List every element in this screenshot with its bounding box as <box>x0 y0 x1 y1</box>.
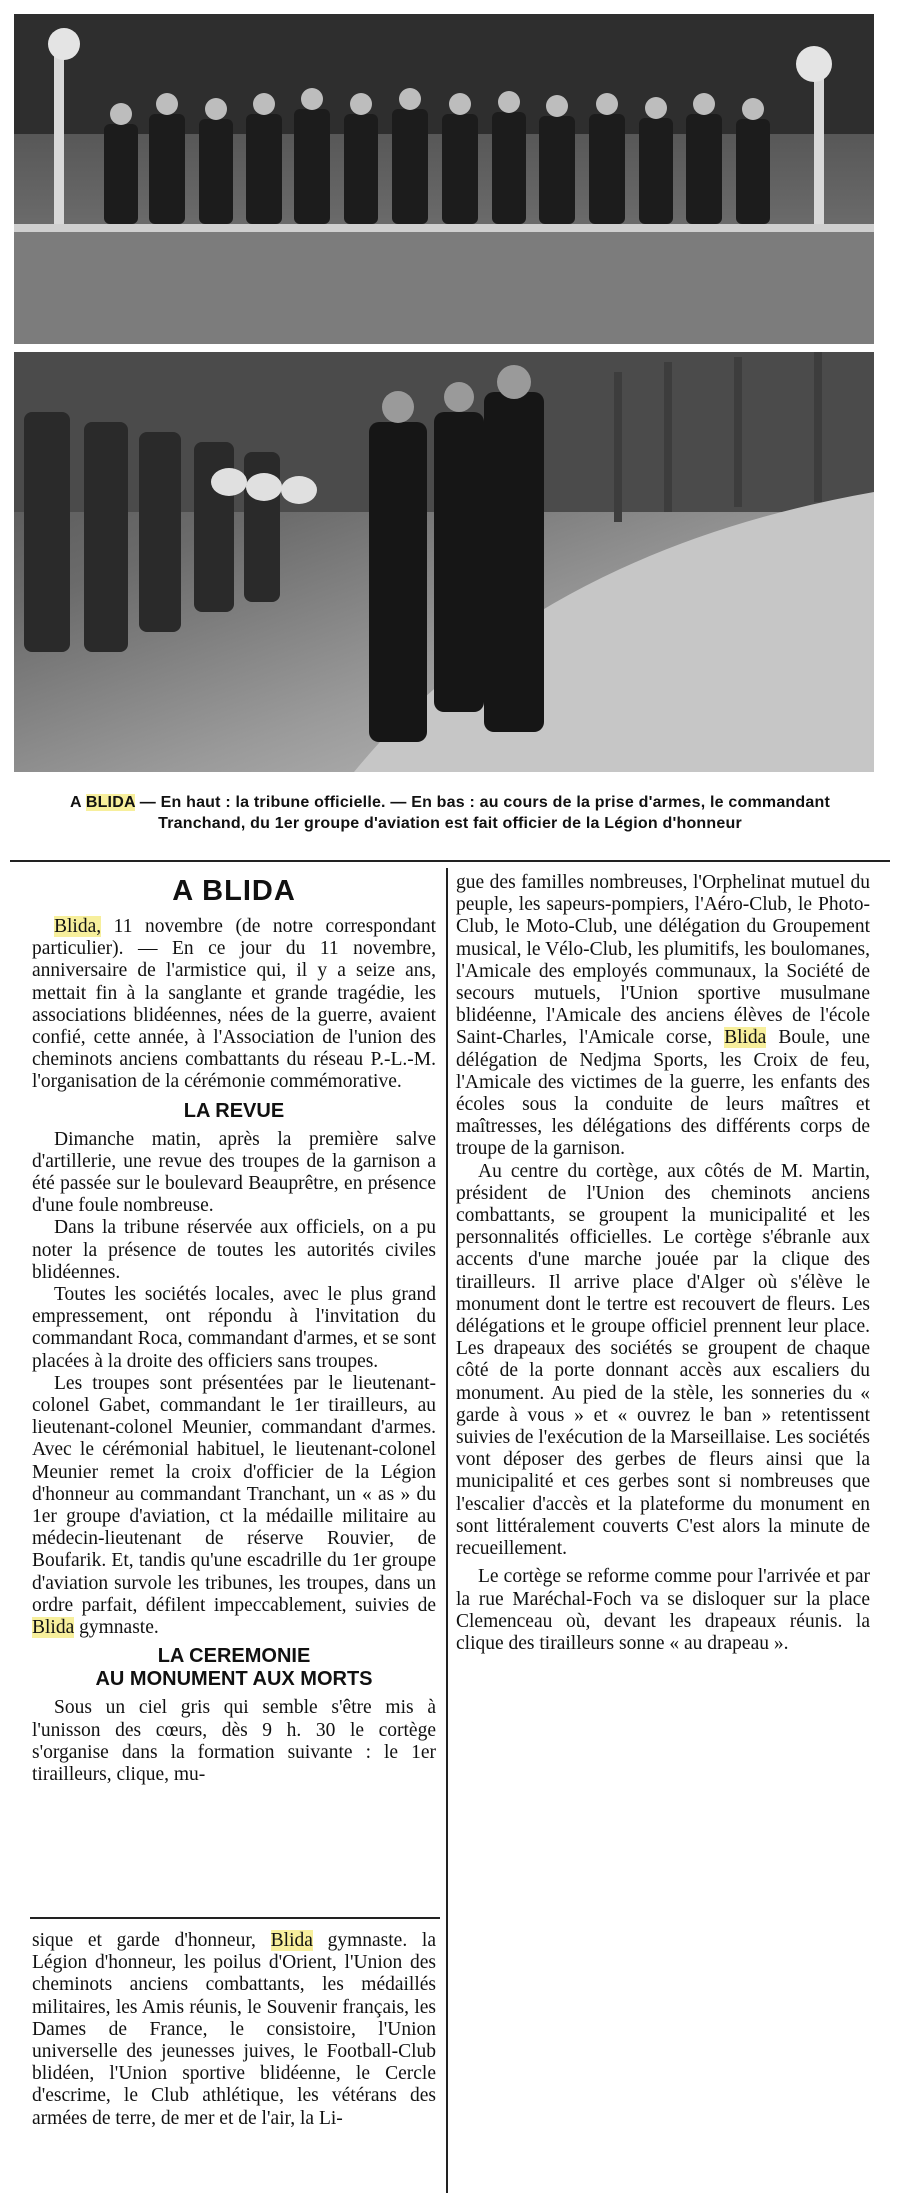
photo-prise-d-armes <box>14 352 874 772</box>
intro-place: Blida, <box>54 916 102 937</box>
ceremonie-paragraph-1-continued <box>32 1930 436 2130</box>
caption-prefix: A <box>70 794 86 811</box>
article-intro <box>32 916 436 1094</box>
cer-p1b-start: sique et garde d'honneur, <box>32 1930 271 1951</box>
column-rule <box>446 868 448 2193</box>
photo-tribune-officielle <box>14 14 874 344</box>
cer-p1b-place: Blida <box>270 1930 313 1951</box>
revue-paragraph-3: Toutes les sociétés locales, avec le plus grand empressement, ont répondu à l'invitation du commandant Roca, commandant d'armes, et se sont placées à la droite des officiers sans troupes. <box>32 1284 436 1372</box>
revue-p4-text: Les troupes sont présentées par le lieutenant-colonel Gabet, commandant le 1er tirailleurs, au lieutenant-colonel Meunier, commandant d'armes. Avec le cérémonial habituel, le lieutenant-colonel Meunier remet la croix d'officier de la Légion d'honneur au commandant Tranchant, un « as » du 1er groupe d'aviation, ct la médaille militaire au médecin-lieutenant de réserve Rouvier, de Boufarik. Et, tandis qu'une escadrille du 1er groupe d'aviation survole les tribunes, les troupes, dans un ordre parfait, défilent impeccablement, suivies de <box>32 1372 436 1616</box>
revue-p4-end: gymnaste. <box>74 1617 159 1639</box>
article-column-2 <box>456 872 870 1655</box>
caption-place: BLIDA <box>85 794 136 811</box>
col2-p1-place: Blida <box>724 1027 767 1049</box>
section-heading-revue: LA REVUE <box>183 1099 285 1122</box>
photo-tribune-graphic <box>14 14 874 344</box>
photo-caption <box>40 792 860 834</box>
revue-paragraph-2: Dans la tribune réservée aux officiels, on a pu noter la présence de toutes les autorités civiles blidéennes. <box>32 1217 436 1283</box>
col2-paragraph-3: Le cortège se reforme comme pour l'arrivée et par la rue Maréchal-Foch va se disloquer sur la place Clemenceau où, devant les drapeaux réunis. la clique des tirailleurs sonne « au drapeau ». <box>456 1566 870 1654</box>
section-heading-ceremonie-2: AU MONUMENT AUX MORTS <box>95 1668 373 1691</box>
column-break-rule <box>30 1917 440 1919</box>
section-heading-ceremonie-1: LA CEREMONIE <box>157 1645 311 1668</box>
article-column-1-continued <box>32 1930 436 2130</box>
caption-rule <box>10 860 890 862</box>
revue-paragraph-1: Dimanche matin, après la première salve d'artillerie, une revue des troupes de la garnison a été passée sur le boulevard Beauprêtre, en présence d'une foule nombreuse. <box>32 1128 436 1217</box>
photo-prise-graphic <box>14 352 874 772</box>
caption-text: — En haut : la tribune officielle. — En bas : au cours de la prise d'armes, le commandant Tranchand, du 1er groupe d'aviation est fait officier de la Légion d'honneur <box>135 794 830 832</box>
revue-paragraph-4 <box>32 1373 436 1639</box>
col2-paragraph-2: Au centre du cortège, aux côtés de M. Martin, président de l'Union des cheminots anciens combattants, se groupent la municipalité et les personnalités officielles. Le cortège s'ébranle aux accents d'une marche jouée par la clique des tirailleurs. Il arrive place d'Alger où s'élève le monument dont le tertre est recouvert de fleurs. Les délégations et le groupe officiel prennent leur place. Les drapeaux des sociétés se groupent de chaque côté de la porte donnant accès aux escaliers du monument. Au pied de la stèle, les sonneries du « garde à vous » et « ouvrez le ban » retentissent suivies de l'exécution de la Marseillaise. Les sociétés vont déposer des gerbes de fleurs ainsi que la municipalité et ces gerbes sont si nombreuses que l'escalier d'accès et la plateforme du monument en sont littéralement couverts C'est alors la minute de recueillement. <box>456 1160 870 1560</box>
article-title: A BLIDA <box>172 875 296 907</box>
col2-paragraph-1 <box>456 872 870 1161</box>
cer-p1b-end: gymnaste. la Légion d'honneur, les poilus d'Orient, l'Union des cheminots anciens combattants, les médaillés militaires, les Amis réunis, le Souvenir français, les Dames de France, le consistoire, l'Union universelle des jeunesses juives, le Football-Club blidéen, l'Union sportive blidéenne, le Cercle d'escrime, le Club athlétique, les vétérans des armées de terre, de mer et de l'air, la Li- <box>32 1930 436 2129</box>
article-column-1 <box>32 872 436 1786</box>
ceremonie-paragraph-1: Sous un ciel gris qui semble s'être mis à l'unisson des cœurs, dès 9 h. 30 le cortège s'organise dans la formation suivante : le 1er tirailleurs, clique, mu- <box>32 1697 436 1785</box>
revue-p4-place: Blida <box>32 1617 75 1639</box>
col2-p1-start: gue des familles nombreuses, l'Orphelinat mutuel du peuple, les sapeurs-pompiers, l'Aéro-Club, le Photo-Club, le Moto-Club, une délégation du Groupement musical, le Vélo-Club, les plumitifs, les boulomanes, l'Amicale des employés communaux, la Société de secours mutuels, l'Union sportive musulmane blidéenne, l'Amicale des anciens élèves de l'école Saint-Charles, l'Amicale corse, <box>456 872 870 1049</box>
photo-separator <box>14 344 874 350</box>
intro-text: 11 novembre (de notre correspondant particulier). — En ce jour du 11 novembre, anniversaire de l'armistice qui, il y a seize ans, mettait fin à la sanglante et grande tragédie, les associations blidéennes, nées de la guerre, avaient confié, cette année, à l'Association de l'union des cheminots anciens combattants du réseau P.-L.-M. l'organisation de la cérémonie commémorative. <box>32 916 436 1093</box>
col2-p1-end: Boule, une délégation de Nedjma Sports, les Croix de feu, l'Amicale des victimes de la guerre, les enfants des écoles sous la conduite de leurs maîtres et maîtresses, les délégations des différents corps de troupe de la garnison. <box>456 1027 870 1160</box>
